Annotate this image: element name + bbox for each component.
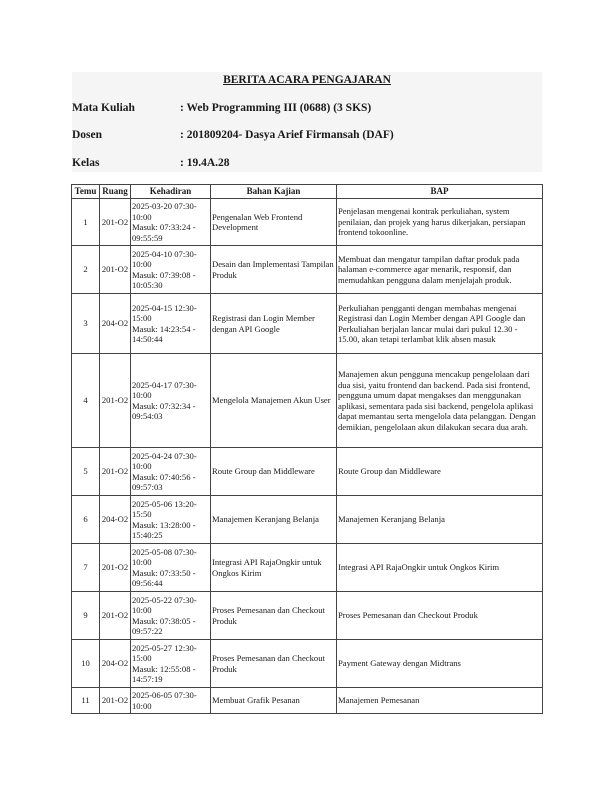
cell-kehadiran <box>131 354 211 448</box>
cell-ruang: 201-O2 <box>100 592 131 640</box>
info-value: : 201809204- Dasya Arief Firmansah (DAF) <box>180 129 394 141</box>
table-row <box>72 294 543 354</box>
jadwal-text: 2025-04-17 07:30-10:00 <box>132 379 197 400</box>
info-value: : 19.4A.28 <box>180 157 230 169</box>
info-label: Mata Kuliah <box>72 102 135 114</box>
cell-bahan-kajian: Desain dan Implementasi Tampilan Produk <box>211 246 337 294</box>
cell-bahan-kajian: Pengenalan Web Frontend Development <box>211 199 337 246</box>
cell-ruang: 201-O2 <box>100 448 131 496</box>
bap-table <box>71 184 543 714</box>
jadwal-text: 2025-05-22 07:30-10:00 <box>132 594 197 615</box>
cell-kehadiran <box>131 448 211 496</box>
jadwal-text: 2025-04-10 07:30-10:00 <box>132 248 197 269</box>
jadwal-text: 2025-06-05 07:30-10:00 <box>132 690 197 711</box>
cell-ruang: 204-O2 <box>100 496 131 544</box>
info-label: Kelas <box>72 157 100 169</box>
cell-temu: 10 <box>72 640 100 688</box>
cell-temu: 1 <box>72 199 100 246</box>
cell-temu: 11 <box>72 688 100 714</box>
jadwal-text: 2025-04-15 12:30-15:00 <box>132 302 197 323</box>
cell-ruang: 201-O2 <box>100 354 131 448</box>
masuk-text: Masuk: 07:38:05 - 09:57:22 <box>132 615 196 636</box>
cell-bap: Proses Pemesanan dan Checkout Produk <box>337 592 543 640</box>
column-header-bahan-kajian: Bahan Kajian <box>211 185 337 199</box>
cell-bap: Manajemen akun pengguna mencakup pengelolaan dari dua sisi, yaitu frontend dan backend. Pada sisi frontend, pengguna umum dapat mengakses dan menggunakan aplikasi, sementara pada sisi backend, pengelola aplikasi dapat memantau serta mengelola data pelanggan. Dengan demikian, pengelolaan akun dilakukan secara dua arah. <box>337 354 543 448</box>
masuk-text: Masuk: 07:33:24 - 09:55:59 <box>132 222 196 243</box>
cell-temu: 7 <box>72 544 100 592</box>
cell-ruang: 201-O2 <box>100 199 131 246</box>
table-row <box>72 199 543 246</box>
table-row <box>72 544 543 592</box>
cell-temu: 2 <box>72 246 100 294</box>
cell-bahan-kajian: Proses Pemesanan dan Checkout Produk <box>211 640 337 688</box>
cell-bahan-kajian: Mengelola Manajemen Akun User <box>211 354 337 448</box>
cell-kehadiran <box>131 294 211 354</box>
table-row <box>72 688 543 714</box>
masuk-text: Masuk: 13:28:00 - 15:40:25 <box>132 519 196 540</box>
column-header-bap: BAP <box>337 185 543 199</box>
cell-bahan-kajian: Proses Pemesanan dan Checkout Produk <box>211 592 337 640</box>
cell-kehadiran <box>131 544 211 592</box>
cell-bahan-kajian: Registrasi dan Login Member dengan API Google <box>211 294 337 354</box>
masuk-text: Masuk: 07:40:56 - 09:57:03 <box>132 471 196 492</box>
document-header <box>72 72 542 172</box>
cell-bap: Membuat dan mengatur tampilan daftar produk pada halaman e-commerce agar menarik, responsif, dan memudahkan pengguna dalam menjelajah produk. <box>337 246 543 294</box>
cell-kehadiran <box>131 199 211 246</box>
cell-bahan-kajian: Manajemen Keranjang Belanja <box>211 496 337 544</box>
masuk-text: Masuk: 12:55:08 - 14:57:19 <box>132 663 196 684</box>
jadwal-text: 2025-05-06 13:20-15:50 <box>132 498 197 519</box>
cell-kehadiran <box>131 640 211 688</box>
cell-bap: Route Group dan Middleware <box>337 448 543 496</box>
column-header-kehadiran: Kehadiran <box>131 185 211 199</box>
masuk-text: Masuk: 07:39:08 - 10:05:30 <box>132 269 196 290</box>
cell-ruang: 204-O2 <box>100 640 131 688</box>
cell-bap: Penjelasan mengenai kontrak perkuliahan, system penilaian, dan projek yang harus dikerjakan, persiapan frontend tokoonline. <box>337 199 543 246</box>
table-row <box>72 592 543 640</box>
cell-ruang: 201-O2 <box>100 246 131 294</box>
jadwal-text: 2025-03-20 07:30-10:00 <box>132 201 197 222</box>
cell-bap: Manajemen Pemesanan <box>337 688 543 714</box>
cell-temu: 4 <box>72 354 100 448</box>
masuk-text: Masuk: 14:23:54 - 14:50:44 <box>132 323 196 344</box>
column-header-ruang: Ruang <box>100 185 131 199</box>
table-row <box>72 354 543 448</box>
info-label: Dosen <box>72 129 103 141</box>
cell-kehadiran <box>131 688 211 714</box>
cell-bap: Payment Gateway dengan Midtrans <box>337 640 543 688</box>
table-header-row <box>72 185 543 199</box>
jadwal-text: 2025-05-27 12:30-15:00 <box>132 642 197 663</box>
cell-bahan-kajian: Membuat Grafik Pesanan <box>211 688 337 714</box>
masuk-text: Masuk: 07:33:50 - 09:56:44 <box>132 567 196 588</box>
cell-bap: Integrasi API RajaOngkir untuk Ongkos Kirim <box>337 544 543 592</box>
cell-temu: 9 <box>72 592 100 640</box>
table-row <box>72 640 543 688</box>
document-title: BERITA ACARA PENGAJARAN <box>223 74 391 86</box>
cell-temu: 5 <box>72 448 100 496</box>
column-header-temu: Temu <box>72 185 100 199</box>
cell-ruang: 204-O2 <box>100 294 131 354</box>
table-row <box>72 246 543 294</box>
cell-kehadiran <box>131 592 211 640</box>
table-row <box>72 496 543 544</box>
cell-bahan-kajian: Integrasi API RajaOngkir untuk Ongkos Kirim <box>211 544 337 592</box>
cell-kehadiran <box>131 246 211 294</box>
cell-ruang: 201-O2 <box>100 544 131 592</box>
cell-kehadiran <box>131 496 211 544</box>
cell-bap: Manajemen Keranjang Belanja <box>337 496 543 544</box>
cell-ruang: 201-O2 <box>100 688 131 714</box>
info-value: : Web Programming III (0688) (3 SKS) <box>180 102 372 114</box>
masuk-text: Masuk: 07:32:34 - 09:54:03 <box>132 400 196 421</box>
cell-temu: 6 <box>72 496 100 544</box>
jadwal-text: 2025-04-24 07:30-10:00 <box>132 450 197 471</box>
cell-temu: 3 <box>72 294 100 354</box>
jadwal-text: 2025-05-08 07:30-10:00 <box>132 546 197 567</box>
cell-bap: Perkuliahan pengganti dengan membahas mengenai Registrasi dan Login Member dengan API Google dan Perkuliahan berjalan lancar mulai dari pukul 12.30 - 15.00, akan tetapi terlambat klik absen masuk <box>337 294 543 354</box>
table-row <box>72 448 543 496</box>
cell-bahan-kajian: Route Group dan Middleware <box>211 448 337 496</box>
